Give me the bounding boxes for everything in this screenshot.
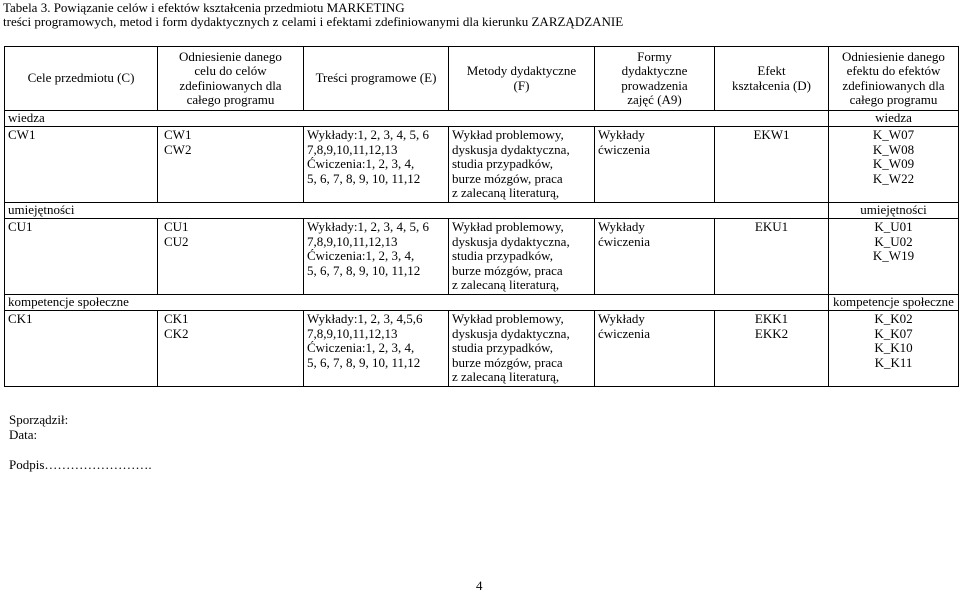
cele-cell: CU1	[5, 219, 158, 295]
section-label: wiedza	[5, 111, 829, 127]
efekty-prog-cell: K_K02 K_K07 K_K10 K_K11	[829, 311, 959, 387]
header-row	[5, 47, 959, 111]
metody-cell: Wykład problemowy, dyskusja dydaktyczna, studia przypadków, burze mózgów, praca z zalecaną literaturą,	[449, 219, 595, 295]
cele-cell: CK1	[5, 311, 158, 387]
section-row-umiejetnosci	[5, 203, 959, 219]
header-cele: Cele przedmiotu (C)	[5, 47, 158, 111]
table-row	[5, 311, 959, 387]
efekt-cell: EKW1	[715, 127, 829, 203]
table-title-line2: treści programowych, metod i form dydaktycznych z celami i efektami zdefiniowanymi dla kierunku ZARZĄDZANIE	[3, 14, 624, 29]
podpis-label: Podpis…………………….	[9, 457, 152, 472]
header-metody: Metody dydaktyczne (F)	[449, 47, 595, 111]
tresci-cell: Wykłady:1, 2, 3, 4,5,6 7,8,9,10,11,12,13 Ćwiczenia:1, 2, 3, 4, 5, 6, 7, 8, 9, 10, 11,12	[304, 311, 449, 387]
header-efekt: Efekt kształcenia (D)	[715, 47, 829, 111]
metody-cell: Wykład problemowy, dyskusja dydaktyczna, studia przypadków, burze mózgów, praca z zalecaną literaturą,	[449, 311, 595, 387]
sporzadzil-label: Sporządził:	[9, 412, 69, 427]
section-row-wiedza	[5, 111, 959, 127]
section-label-right: umiejętności	[829, 203, 959, 219]
efekty-prog-cell: K_U01 K_U02 K_W19	[829, 219, 959, 295]
efekt-cell: EKK1 EKK2	[715, 311, 829, 387]
odniesienie-cell: CU1 CU2	[158, 219, 304, 295]
efekt-cell: EKU1	[715, 219, 829, 295]
data-label: Data:	[9, 427, 38, 442]
header-odniesienie-celu: Odniesienie danego celu do celów zdefiniowanych dla całego programu	[158, 47, 304, 111]
header-tresci: Treści programowe (E)	[304, 47, 449, 111]
odniesienie-cell: CK1 CK2	[158, 311, 304, 387]
section-row-kompetencje	[5, 295, 959, 311]
odniesienie-cell: CW1 CW2	[158, 127, 304, 203]
section-label: kompetencje społeczne	[5, 295, 829, 311]
formy-cell: Wykłady ćwiczenia	[595, 311, 715, 387]
table-row	[5, 127, 959, 203]
page-number: 4	[476, 578, 483, 593]
section-label-right: wiedza	[829, 111, 959, 127]
efekty-prog-cell: K_W07 K_W08 K_W09 K_W22	[829, 127, 959, 203]
table-title-line1: Tabela 3. Powiązanie celów i efektów kształcenia przedmiotu MARKETING	[3, 0, 405, 15]
formy-cell: Wykłady ćwiczenia	[595, 219, 715, 295]
tresci-cell: Wykłady:1, 2, 3, 4, 5, 6 7,8,9,10,11,12,13 Ćwiczenia:1, 2, 3, 4, 5, 6, 7, 8, 9, 10, 11,12	[304, 219, 449, 295]
tresci-cell: Wykłady:1, 2, 3, 4, 5, 6 7,8,9,10,11,12,13 Ćwiczenia:1, 2, 3, 4, 5, 6, 7, 8, 9, 10, 11,12	[304, 127, 449, 203]
metody-cell: Wykład problemowy, dyskusja dydaktyczna, studia przypadków, burze mózgów, praca z zalecaną literaturą,	[449, 127, 595, 203]
header-formy: Formy dydaktyczne prowadzenia zajęć (A9)	[595, 47, 715, 111]
section-label: umiejętności	[5, 203, 829, 219]
cele-cell: CW1	[5, 127, 158, 203]
table-row	[5, 219, 959, 295]
header-odniesienie-efektu: Odniesienie danego efektu do efektów zdefiniowanych dla całego programu	[829, 47, 959, 111]
mapping-table	[4, 46, 959, 387]
formy-cell: Wykłady ćwiczenia	[595, 127, 715, 203]
section-label-right: kompetencje społeczne	[829, 295, 959, 311]
